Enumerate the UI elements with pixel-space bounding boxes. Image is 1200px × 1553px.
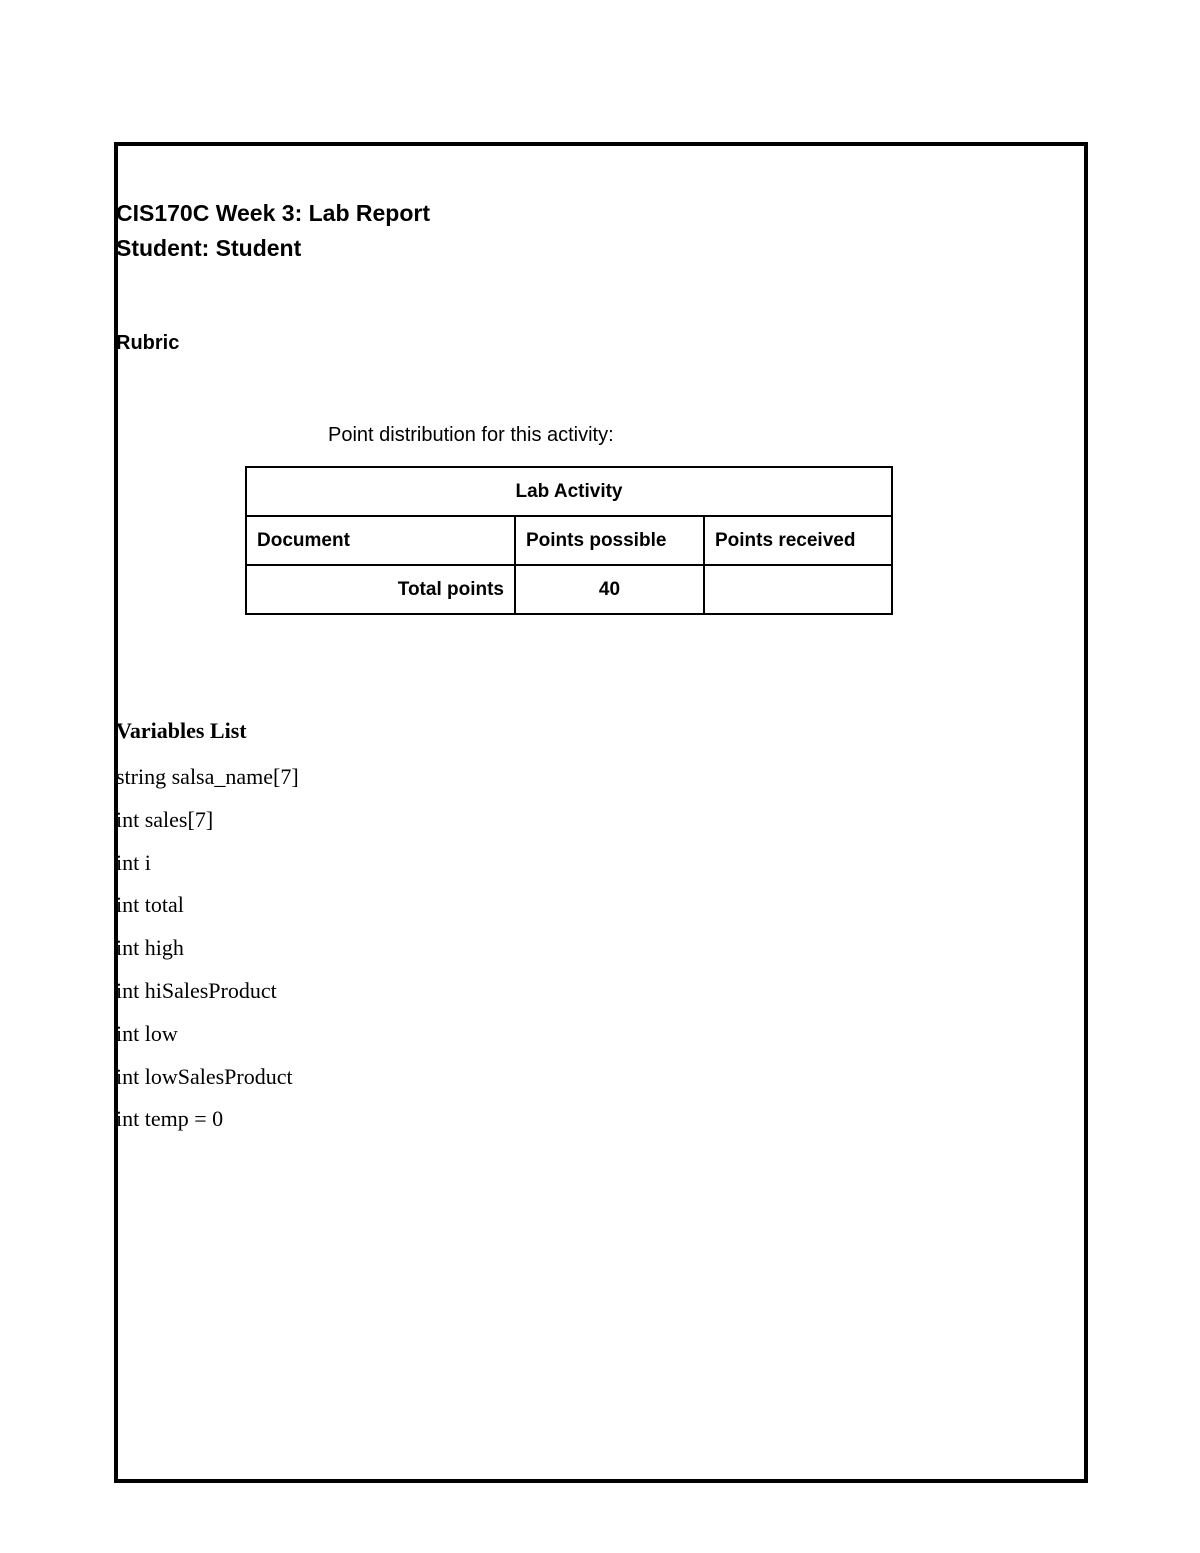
column-header-points-possible: Points possible (515, 516, 704, 565)
list-item: int low (116, 1020, 178, 1046)
table-title-row (246, 467, 892, 516)
list-item: int sales[7] (116, 806, 214, 832)
list-item: int high (116, 935, 184, 961)
rubric-heading: Rubric (116, 332, 180, 354)
student-name: Student: Student (116, 235, 302, 261)
column-header-points-received: Points received (704, 516, 892, 565)
total-points-label: Total points (246, 565, 515, 614)
total-points-received (704, 565, 892, 614)
variables-list-heading: Variables List (116, 718, 247, 743)
column-header-document: Document (246, 516, 515, 565)
lab-activity-header: Lab Activity (246, 467, 892, 516)
rubric-table (245, 466, 893, 615)
list-item: int total (116, 892, 184, 918)
table-column-header-row (246, 516, 892, 565)
list-item: int i (116, 849, 151, 875)
point-distribution-caption: Point distribution for this activity: (328, 424, 614, 446)
list-item: string salsa_name[7] (116, 764, 299, 789)
list-item: int hiSalesProduct (116, 977, 277, 1003)
variables-list (116, 762, 299, 1147)
total-points-possible: 40 (515, 565, 704, 614)
list-item: int temp = 0 (116, 1106, 224, 1132)
table-total-row (246, 565, 892, 614)
document-title: CIS170C Week 3: Lab Report (116, 200, 431, 226)
list-item: int lowSalesProduct (116, 1063, 293, 1089)
